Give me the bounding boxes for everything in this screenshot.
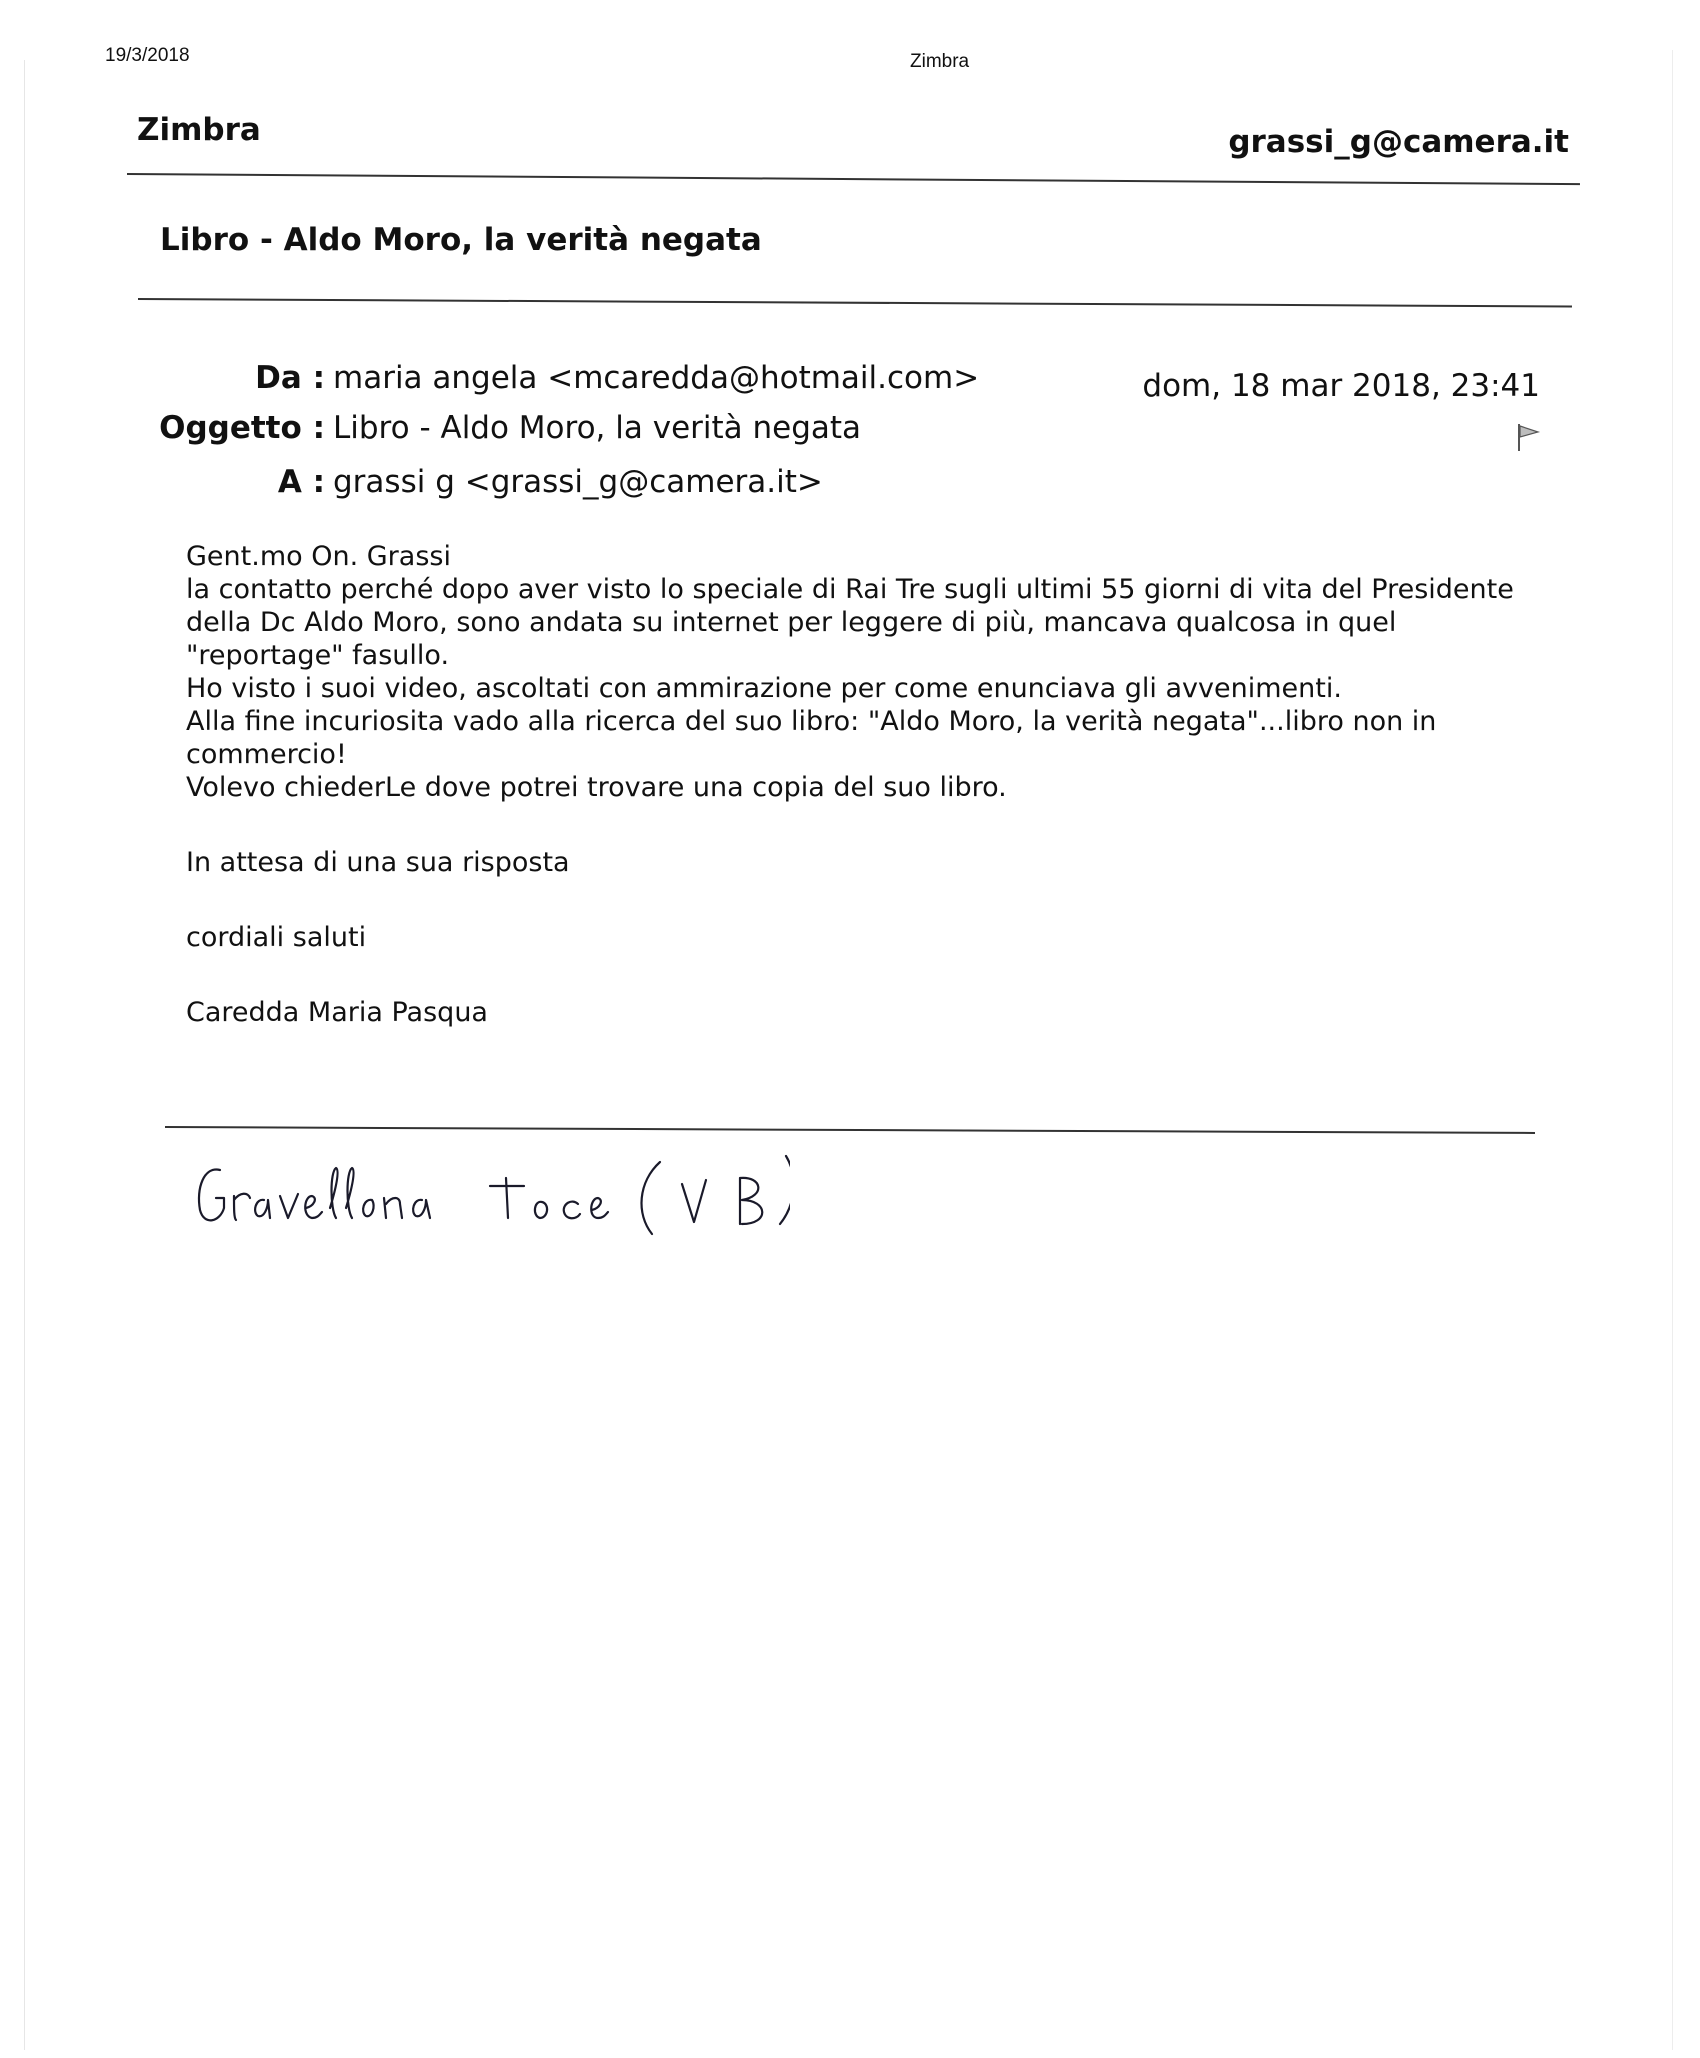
- body-greeting: Gent.mo On. Grassi: [186, 541, 451, 572]
- handwritten-note: [190, 1148, 790, 1238]
- flag-icon[interactable]: [1516, 422, 1542, 452]
- from-value[interactable]: maria angela <mcaredda@hotmail.com>: [333, 360, 980, 396]
- footer-divider: [165, 1126, 1535, 1134]
- from-label: Da :: [255, 360, 325, 396]
- body-closing: In attesa di una sua risposta: [186, 847, 570, 878]
- subject-value: Libro - Aldo Moro, la verità negata: [333, 410, 862, 446]
- message-date: dom, 18 mar 2018, 23:41: [1142, 368, 1540, 404]
- print-date: 19/3/2018: [105, 45, 190, 66]
- body-signature: Caredda Maria Pasqua: [186, 997, 488, 1028]
- from-row: [40, 360, 979, 396]
- body-line: commercio!: [186, 739, 347, 770]
- body-line: "reportage" fasullo.: [186, 640, 450, 671]
- scan-edge-left: [24, 60, 25, 2050]
- account-address: grassi_g@camera.it: [1228, 124, 1569, 160]
- body-line: Ho visto i suoi video, ascoltati con ammirazione per come enunciava gli avvenimenti.: [186, 673, 1342, 704]
- subject-label: Oggetto :: [159, 410, 325, 446]
- app-name: Zimbra: [137, 112, 261, 148]
- message-title: Libro - Aldo Moro, la verità negata: [160, 222, 762, 258]
- message-body: [186, 540, 1526, 1029]
- scan-edge-right: [1672, 50, 1673, 2050]
- subject-row: [40, 410, 861, 446]
- to-value[interactable]: grassi g <grassi_g@camera.it>: [333, 464, 823, 500]
- print-title: Zimbra: [910, 51, 970, 72]
- to-row: [40, 464, 823, 500]
- body-line: la contatto perché dopo aver visto lo speciale di Rai Tre sugli ultimi 55 giorni di vita del Presidente: [186, 574, 1514, 605]
- to-label: A :: [277, 464, 325, 500]
- body-line: della Dc Aldo Moro, sono andata su internet per leggere di più, mancava qualcosa in quel: [186, 607, 1397, 638]
- body-line: Alla fine incuriosita vado alla ricerca del suo libro: "Aldo Moro, la verità negata"...libro non in: [186, 706, 1437, 737]
- title-divider: [138, 298, 1572, 308]
- header-divider: [127, 173, 1580, 185]
- body-closing: cordiali saluti: [186, 922, 367, 953]
- body-line: Volevo chiederLe dove potrei trovare una copia del suo libro.: [186, 772, 1007, 803]
